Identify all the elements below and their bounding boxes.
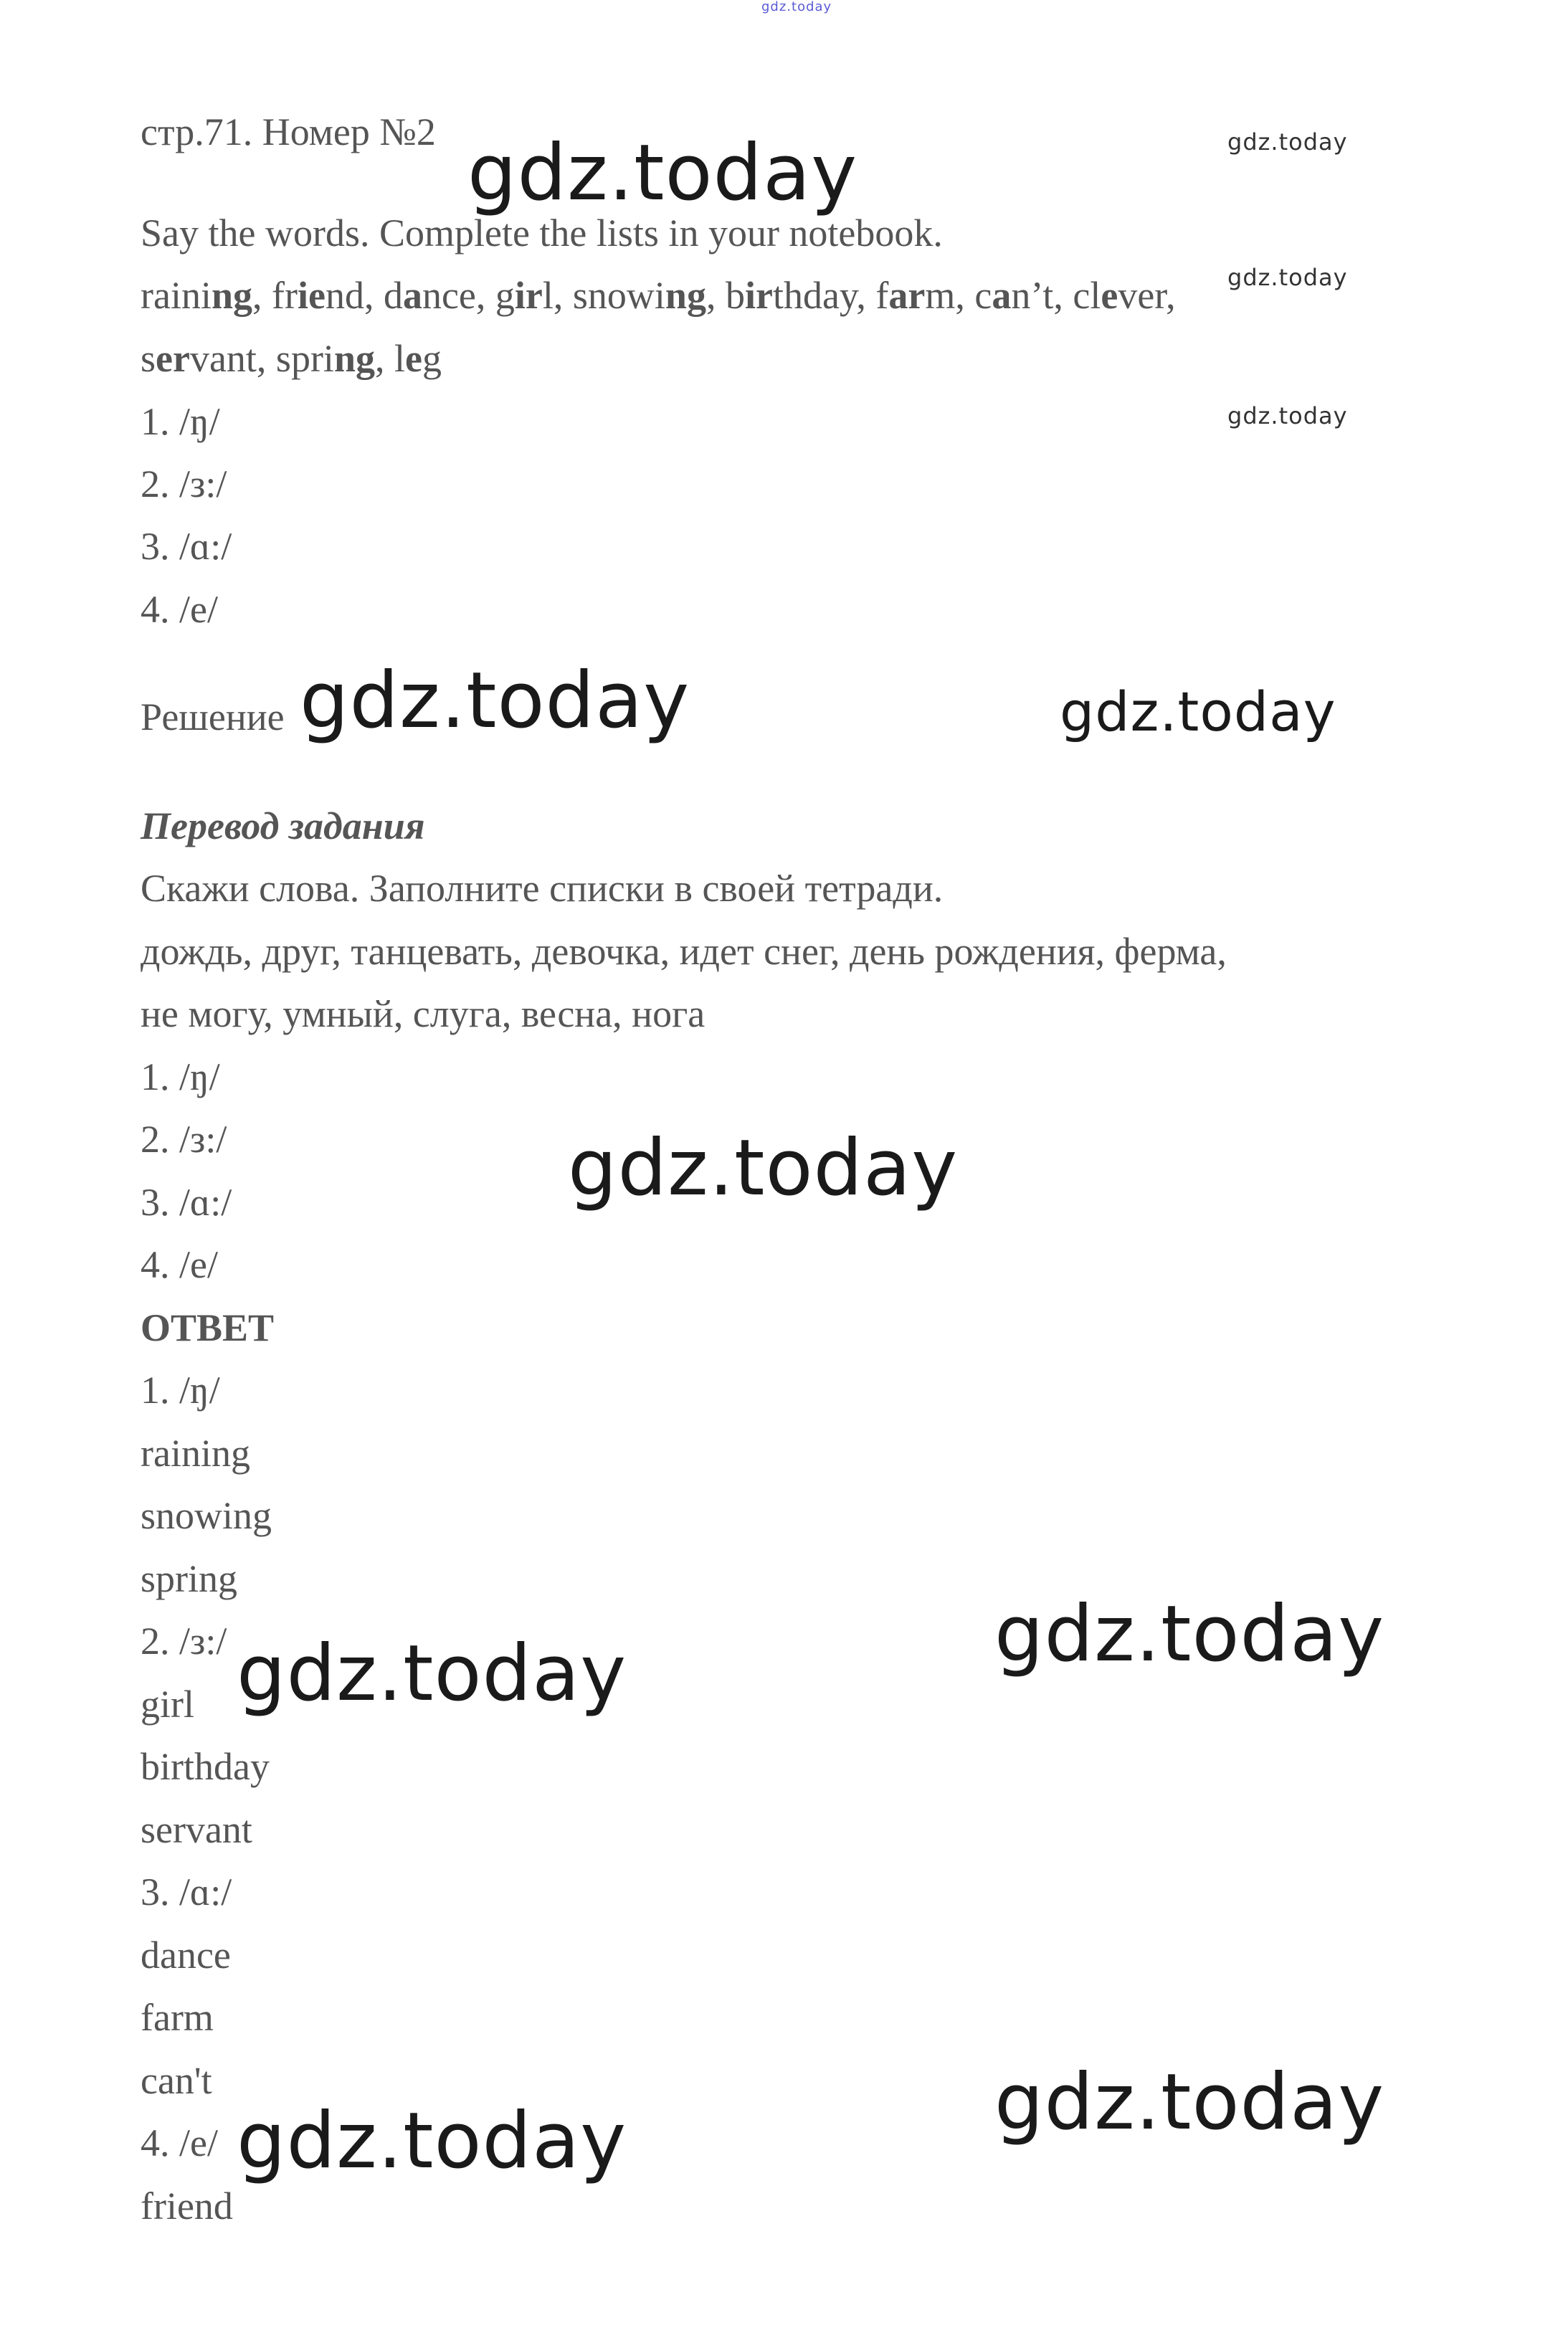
task-instruction: Say the words. Complete the lists in your notebook.: [141, 211, 943, 255]
translation-list-item: 2. /з:/: [141, 1118, 227, 1161]
word-text: thday, f: [772, 274, 889, 317]
answer-word: friend: [141, 2184, 233, 2227]
answer-word: servant: [141, 1808, 252, 1851]
translation-instruction: Скажи слова. Заполните списки в своей тетради.: [141, 867, 944, 910]
task-title: стр.71. Номер №2: [141, 110, 436, 153]
highlighted-letters: ng: [211, 274, 253, 317]
answer-sound: 2. /з:/: [141, 1620, 227, 1663]
task-words-line-1: [141, 272, 1176, 318]
translation-list-item: 3. /ɑ:/: [141, 1181, 232, 1224]
translation-heading: Перевод задания: [141, 804, 425, 847]
answer-word: birthday: [141, 1745, 270, 1788]
answer-heading: ОТВЕТ: [141, 1306, 275, 1349]
translation-list-item: 4. /e/: [141, 1243, 218, 1286]
highlighted-letters: ir: [514, 274, 543, 317]
watermark: gdz.today: [1227, 402, 1348, 429]
word-text: nce, g: [422, 274, 515, 317]
word-text: s: [141, 337, 156, 380]
word-text: , b: [705, 274, 745, 317]
answer-sound: 3. /ɑ:/: [141, 1870, 232, 1913]
watermark: gdz.today: [1227, 128, 1348, 156]
watermark: gdz.today: [994, 1589, 1385, 1679]
highlighted-letters: ir: [744, 274, 773, 317]
word-text: n’t, cl: [1011, 274, 1101, 317]
answer-word: farm: [141, 1996, 214, 2039]
highlighted-letters: e: [1101, 274, 1118, 317]
answer-word: dance: [141, 1934, 231, 1977]
watermark: gdz.today: [300, 656, 690, 746]
translation-words-line-2: не могу, умный, слуга, весна, нога: [141, 992, 705, 1035]
word-text: g: [422, 337, 442, 380]
solution-label: Решение: [141, 695, 285, 738]
word-text: ver,: [1118, 274, 1176, 317]
word-text: vant, spri: [189, 337, 334, 380]
translation-list-item: 1. /ŋ/: [141, 1055, 220, 1098]
answer-word: girl: [141, 1683, 194, 1726]
answer-word: spring: [141, 1557, 237, 1600]
highlighted-letters: ie: [297, 274, 326, 317]
watermark: gdz.today: [467, 128, 858, 218]
task-list-item: 2. /з:/: [141, 462, 227, 505]
task-list-item: 1. /ŋ/: [141, 400, 220, 443]
task-words-line-2: [141, 336, 442, 381]
highlighted-letters: a: [992, 274, 1012, 317]
watermark: gdz.today: [1227, 264, 1348, 291]
watermark: gdz.today: [1060, 680, 1336, 743]
header-watermark: gdz.today: [761, 0, 832, 14]
word-text: , fr: [252, 274, 298, 317]
highlighted-letters: ng: [665, 274, 706, 317]
word-text: raini: [141, 274, 212, 317]
answer-sound: 4. /e/: [141, 2121, 218, 2164]
translation-words-line-1: дождь, друг, танцевать, девочка, идет снег, день рождения, ферма,: [141, 930, 1227, 973]
highlighted-letters: ar: [888, 274, 926, 317]
highlighted-letters: a: [402, 274, 422, 317]
watermark: gdz.today: [237, 2096, 627, 2186]
watermark: gdz.today: [568, 1123, 959, 1213]
watermark: gdz.today: [994, 2058, 1385, 2147]
word-text: m, c: [925, 274, 992, 317]
answer-word: raining: [141, 1432, 250, 1475]
watermark: gdz.today: [237, 1629, 627, 1718]
answer-word: can't: [141, 2059, 212, 2102]
answer-word: snowing: [141, 1494, 272, 1537]
word-text: , l: [374, 337, 405, 380]
word-text: l, snowi: [542, 274, 665, 317]
task-list-item: 4. /e/: [141, 588, 218, 631]
highlighted-letters: er: [156, 337, 190, 380]
task-list-item: 3. /ɑ:/: [141, 525, 232, 568]
highlighted-letters: e: [405, 337, 422, 380]
highlighted-letters: ng: [333, 337, 375, 380]
answer-sound: 1. /ŋ/: [141, 1369, 220, 1412]
word-text: nd, d: [325, 274, 403, 317]
